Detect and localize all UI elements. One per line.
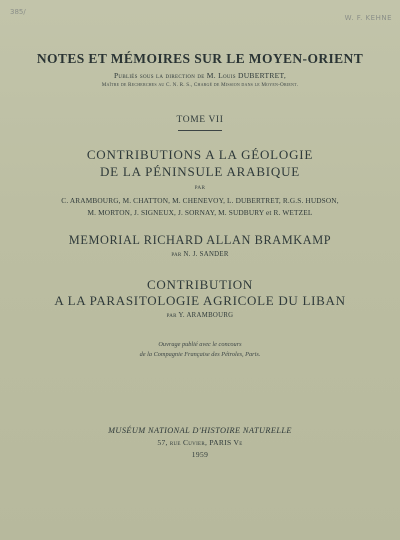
work1-title-line2: DE LA PÉNINSULE ARABIQUE bbox=[99, 164, 301, 179]
work3-title-line1: CONTRIBUTION bbox=[147, 277, 253, 292]
handwritten-note-left: 385/ bbox=[10, 8, 26, 16]
tome-number: TOME VII bbox=[176, 115, 224, 125]
work1-par: PAR bbox=[194, 185, 206, 191]
work2-title: MEMORIAL RICHARD ALLAN BRAMKAMP bbox=[68, 233, 332, 247]
work1-authors-line2: M. MORTON, J. SIGNEUX, J. SORNAY, M. SUDBURY et R. WETZEL bbox=[87, 208, 313, 217]
work1-title-line1: CONTRIBUTIONS A LA GÉOLOGIE bbox=[86, 147, 314, 162]
series-title: NOTES ET MÉMOIRES SUR LE MOYEN-ORIENT bbox=[36, 51, 364, 66]
publisher-name: MUSÉUM NATIONAL D'HISTOIRE NATURELLE bbox=[108, 426, 292, 435]
handwritten-note-right: W. F. KEHNE bbox=[344, 14, 392, 22]
divider-rule bbox=[178, 130, 222, 131]
publication-note-line2: de la Compagnie Française des Pétroles, Paris. bbox=[139, 351, 261, 358]
direction-subline: Maître de Recherches au C. N. R. S., Chargé de Mission dans le Moyen-Orient. bbox=[101, 82, 299, 88]
work2-author: par N. J. SANDER bbox=[171, 251, 229, 258]
publisher-address: 57, rue Cuvier, PARIS Ve bbox=[157, 438, 243, 447]
work3-author: par Y. ARAMBOURG bbox=[166, 312, 234, 319]
work1-authors-line1: C. ARAMBOURG, M. CHATTON, M. CHENEVOY, L. DUBERTRET, R.G.S. HUDSON, bbox=[61, 196, 339, 205]
work3-title-line2: A LA PARASITOLOGIE AGRICOLE DU LIBAN bbox=[54, 293, 346, 308]
publication-note-line1: Ouvrage publié avec le concours bbox=[158, 341, 242, 348]
direction-line: Publiés sous la direction de M. Louis DUBERTRET, bbox=[113, 71, 287, 80]
publication-year: 1959 bbox=[191, 450, 209, 459]
